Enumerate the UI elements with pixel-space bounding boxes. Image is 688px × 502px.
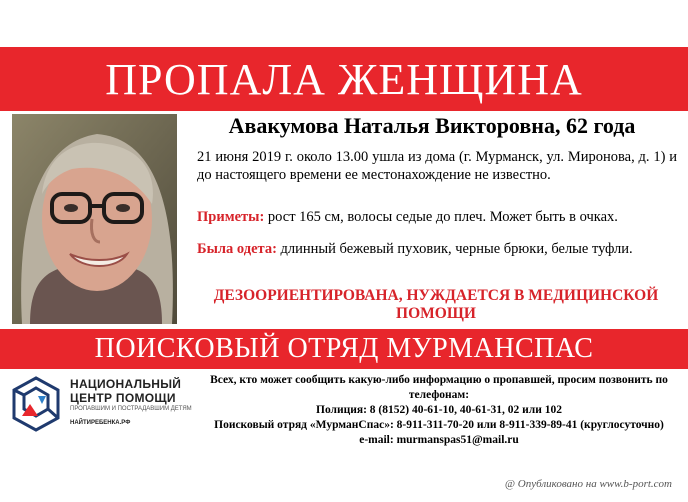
national-center-logo-text [70, 377, 195, 427]
contacts-email: e-mail: murmanspas51@mail.ru [359, 434, 519, 446]
medical-warning: ДЕЗООРИЕНТИРОВАНА, НУЖДАЕТСЯ В МЕДИЦИНСКОЙ ПОМОЩИ [213, 287, 659, 322]
contacts-block [197, 373, 681, 448]
contacts-police: Полиция: 8 (8152) 40-61-10, 40-61-31, 02 или 102 [316, 404, 562, 416]
clothes-text: длинный бежевый пуховик, черные брюки, белые туфли. [276, 241, 633, 257]
search-squad-title: ПОИСКОВЫЙ ОТРЯД МУРМАНСПАС [94, 333, 594, 364]
contacts-intro: Всех, кто может сообщить какую-либо информацию о пропавшей, просим позвонить по телефонам: [210, 374, 668, 401]
page-title: ПРОПАЛА ЖЕНЩИНА [105, 54, 583, 104]
logo-subtitle: ПРОПАВШИМ И ПОСТРАДАВШИМ ДЕТЯМ [70, 406, 192, 412]
title-banner [0, 47, 688, 111]
contacts-squad: Поисковый отряд «МурманСпас»: 8-911-311-70-20 или 8-911-339-89-41 (круглосуточно) [214, 419, 664, 431]
person-name: Авакумова Наталья Викторовна, 62 года [228, 113, 636, 138]
missing-person-photo [12, 114, 177, 324]
national-center-logo-icon [8, 376, 64, 432]
circumstances-text: 21 июня 2019 г. около 13.00 ушла из дома (г. Мурманск, ул. Миронова, д. 1) и до настоящего времени ее местонахождение не известно. [197, 149, 677, 183]
publication-credit: @ Опубликовано на www.b-port.com [504, 478, 672, 490]
features-label: Приметы: [197, 209, 265, 225]
features-paragraph [197, 208, 677, 226]
logo-line-2: ЦЕНТР ПОМОЩИ [70, 391, 176, 405]
logo-website: НАЙТИРЕБЕНКА.РФ [70, 420, 131, 426]
clothes-label: Была одета: [197, 241, 277, 257]
logo-line-1: НАЦИОНАЛЬНЫЙ [70, 377, 182, 391]
features-text: рост 165 см, волосы седые до плеч. Может быть в очках. [264, 209, 618, 225]
search-squad-banner [0, 329, 688, 369]
clothes-paragraph [197, 240, 677, 258]
